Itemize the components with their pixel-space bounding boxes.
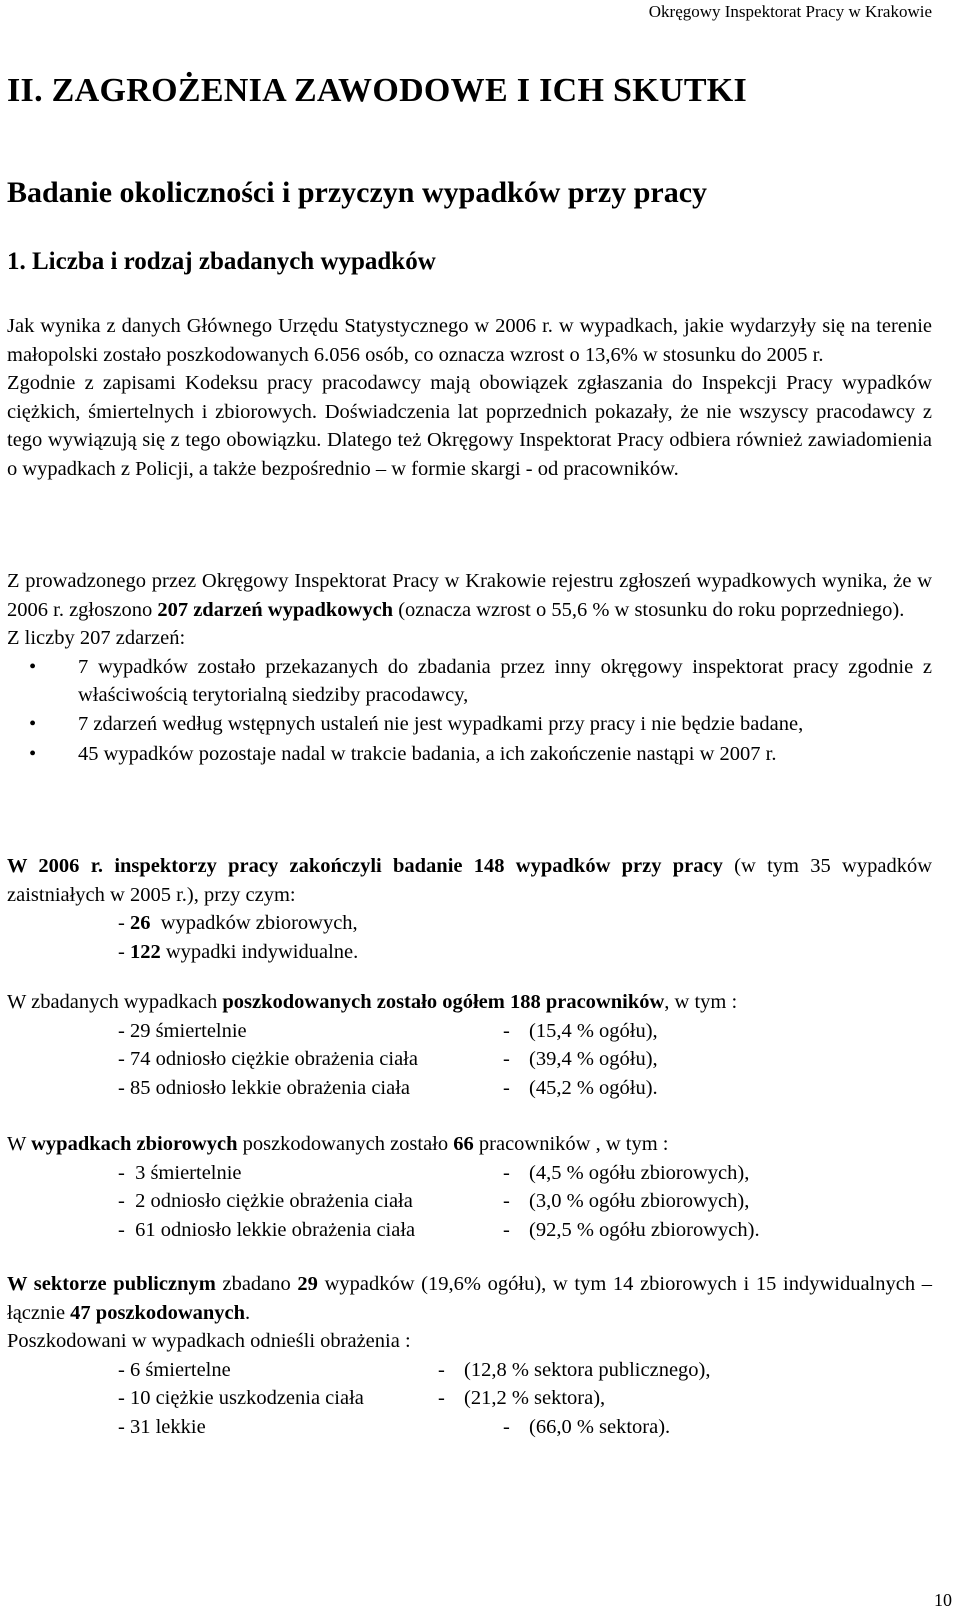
bullet-icon: • bbox=[29, 712, 37, 735]
table-row: - 3 śmiertelnie - (4,5 % ogółu zbiorowych), bbox=[118, 1161, 750, 1184]
completed-text: W 2006 r. inspektorzy pracy zakończyli badanie 148 wypadków przy pracy (w tym 35 wypadków zaistniałych w 2005 r.), przy czym: bbox=[7, 855, 932, 906]
completed-investigations-paragraph bbox=[7, 852, 932, 966]
table-row: - 6 śmiertelne - (12,8 % sektora publicznego), bbox=[118, 1358, 711, 1381]
table-row: - 2 odniosło ciężkie obrażenia ciała - (3,0 % ogółu zbiorowych), bbox=[118, 1190, 750, 1212]
victims-text: W zbadanych wypadkach poszkodowanych zostało ogółem 188 pracowników, w tym : bbox=[7, 991, 738, 1013]
list-item: • 45 wypadków pozostaje nadal w trakcie badania, a ich zakończenie nastąpi w 2007 r. bbox=[7, 740, 932, 769]
register-text: Z prowadzonego przez Okręgowy Inspektorat Pracy w Krakowie rejestru zgłoszeń wypadkowych wynika, że w 2006 r. zgłoszono 207 zdarzeń wypadkowych (oznacza wzrost o 55,6 % w stosunku do roku poprzedniego). bbox=[7, 570, 932, 621]
public-sector-text: W sektorze publicznym zbadano 29 wypadków (19,6% ogółu), w tym 14 zbiorowych i 15 indywidualnych – łącznie 47 poszkodowanych. bbox=[7, 1273, 932, 1324]
public-sector-paragraph bbox=[7, 1270, 932, 1441]
gus-statistics-text: Jak wynika z danych Głównego Urzędu Statystycznego w 2006 r. w wypadkach, jakie wydarzyły się na terenie małopolski zostało poszkodowanych 6.056 osób, co oznacza wzrost o 13,6% w stosunku do 2005 r. bbox=[7, 315, 932, 366]
bullet-icon: • bbox=[29, 655, 37, 678]
list-item: • 7 zdarzeń według wstępnych ustaleń nie jest wypadkami przy pracy i nie będzie badane, bbox=[7, 710, 932, 739]
accident-type-list bbox=[7, 909, 932, 966]
list-item: - 122 wypadki indywidualne. bbox=[118, 940, 359, 963]
intro-paragraph bbox=[7, 312, 932, 483]
victims-breakdown-list bbox=[7, 1017, 932, 1103]
section-title: Badanie okoliczności i przyczyn wypadków przy pracy bbox=[7, 176, 708, 209]
collective-breakdown-list bbox=[7, 1159, 932, 1245]
list-intro: Z liczby 207 zdarzeń: bbox=[7, 627, 186, 649]
collective-text: W wypadkach zbiorowych poszkodowanych zostało 66 pracowników , w tym : bbox=[7, 1133, 669, 1155]
table-row: - 29 śmiertelnie - (15,4 % ogółu), bbox=[118, 1019, 658, 1042]
injuries-intro: Poszkodowani w wypadkach odnieśli obrażenia : bbox=[7, 1330, 411, 1352]
table-row: - 10 ciężkie uszkodzenia ciała - (21,2 % sektora), bbox=[118, 1387, 606, 1409]
reporting-obligation-text: Zgodnie z zapisami Kodeksu pracy pracodawcy mają obowiązek zgłaszania do Inspekcji Pracy wypadków ciężkich, śmiertelnych i zbiorowych. Doświadczenia lat poprzednich pokazały, że nie wszyscy pracodawcy z tego wywiązują się z tego obowiązku. Dlatego też Okręgowy Inspektorat Pracy odbiera również zawiadomienia o wypadkach z Policji, a także bezpośrednio – w formie skargi - od pracowników. bbox=[7, 372, 932, 480]
list-item: - 26 wypadków zbiorowych, bbox=[118, 912, 358, 934]
table-row: - 74 odniosło ciężkie obrażenia ciała - (39,4 % ogółu), bbox=[118, 1048, 658, 1070]
victims-paragraph bbox=[7, 988, 932, 1102]
table-row: - 85 odniosło lekkie obrażenia ciała - (45,2 % ogółu). bbox=[118, 1076, 658, 1099]
list-item: • 7 wypadków zostało przekazanych do zbadania przez inny okręgowy inspektorat pracy zgodnie z właściwością terytorialną siedziby pracodawcy, bbox=[7, 653, 932, 710]
reported-count: 207 bbox=[157, 598, 189, 621]
bullet-icon: • bbox=[29, 743, 37, 765]
events-list bbox=[7, 653, 932, 769]
table-row: - 31 lekkie - (66,0 % sektora). bbox=[118, 1415, 671, 1438]
page-number: 10 bbox=[934, 1590, 952, 1610]
chapter-title: II. ZAGROŻENIA ZAWODOWE I ICH SKUTKI bbox=[7, 72, 748, 109]
collective-accidents-paragraph bbox=[7, 1130, 932, 1244]
table-row: - 61 odniosło lekkie obrażenia ciała - (92,5 % ogółu zbiorowych). bbox=[118, 1218, 760, 1241]
running-header: Okręgowy Inspektorat Pracy w Krakowie bbox=[648, 2, 932, 21]
subsection-title: 1. Liczba i rodzaj zbadanych wypadków bbox=[7, 248, 436, 275]
public-sector-breakdown-list bbox=[7, 1356, 932, 1442]
register-paragraph bbox=[7, 567, 932, 769]
